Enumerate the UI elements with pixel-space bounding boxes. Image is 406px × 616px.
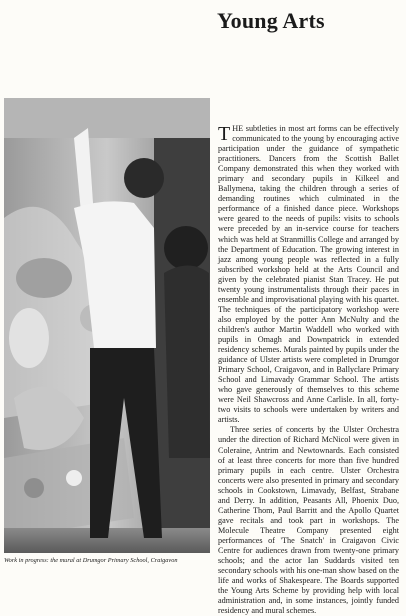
photo-caption: Work in progress: the mural at Drumgor Primary School, Craigavon: [4, 557, 178, 564]
mural-photograph: [4, 98, 210, 553]
photograph-children-painting-mural-icon: [4, 98, 210, 553]
article-paragraph-1: [218, 124, 399, 425]
article-paragraph-2: Three series of concerts by the Ulster Orchestra under the direction of Richard McNicol were given in Coleraine, Antrim and Newtownards. Each consisted of at least three concerts for more than five hundred primary pupils in each centre. Ulster Orchestra concerts were also presented in primary and secondary schools in Cookstown, Limavady, Belfast, Strabane and Derry. In addition, Peasants All, Phoenix Duo, Catherine Thom, Paul Barritt and the Apollo Quartet gave recitals and took part in workshops. The Molecule Theatre Company presented eight performances of 'The Snatch' in Craigavon Civic Centre for audiences drawn from twenty-one primary schools; and the actor Ian Suddards visited ten secondary schools with his one-man show based on the life and works of Shakespeare. The Boards supported the Young Arts Scheme by providing help with local administration and, in some instances, jointly funded residency and mural schemes.: [218, 425, 400, 616]
article-body: [218, 124, 399, 616]
page-heading: Young Arts: [217, 8, 325, 33]
article-paragraph-1-text: HE subtleties in most art forms can be effectively communicated to the young by encouraging active participation under the guidance of sympathetic practitioners. Dancers from the Scottish Ballet Company demonstrated this when they worked with primary and secondary pupils in Kilkeel and Ballymena, taking the children through a series of demanding routines which culminated in the performance of a finished dance piece. Workshops were geared to the needs of pupils: visits to schools were preceded by an in-service course for teachers which was held at Stranmillis College and arranged by the Department of Education. The growing interest in jazz among young people was reflected in a fully subscribed workshop held at the Arts Council and given by the celebrated pianist Stan Tracey. He put twenty young instrumentalists through their paces in ensemble and improvisational playing with his quartet. The techniques of the participatory workshop were also employed by the potter Ann McNulty and the children's author Martin Waddell who worked with pupils in Omagh and Downpatrick in extended residency schemes. Murals painted by pupils under the guidance of Ulster artists were completed in Drumgor Primary School, Craigavon, and in Ballyclare Primary School and Limavady Grammar School. The artists who gave generously of themselves to this scheme were Neil Shawcross and Anne Carlisle. In all, forty-two visits to schools were undertaken by writers and artists.: [218, 124, 399, 425]
drop-cap: T: [218, 123, 231, 145]
